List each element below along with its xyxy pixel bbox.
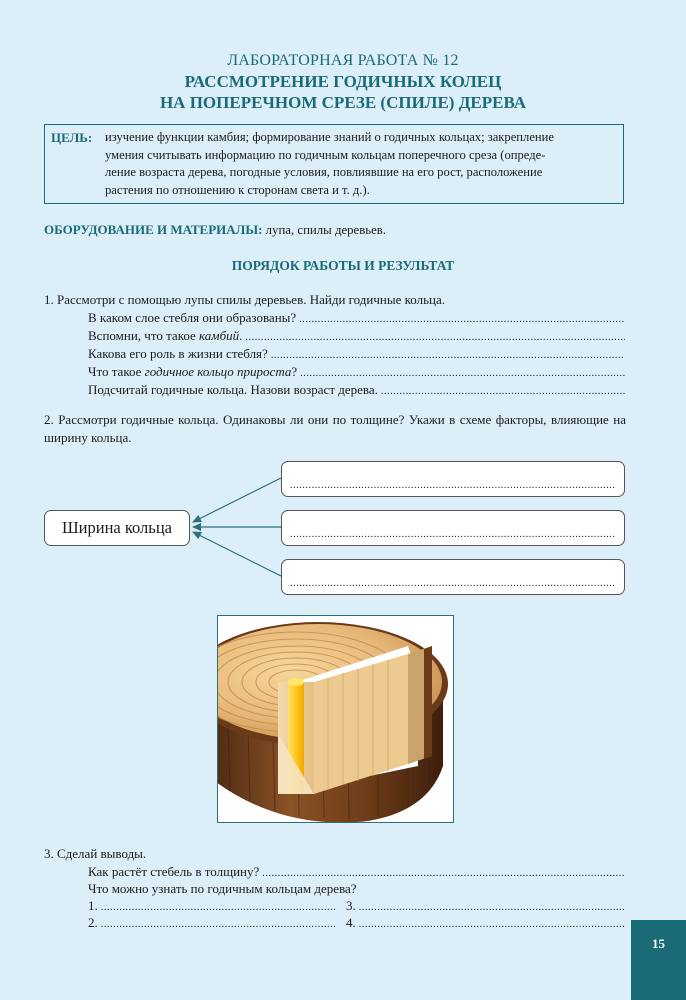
goal-label: ЦЕЛЬ: [51,130,93,145]
answer-dotted-line[interactable] [290,578,616,594]
equipment [44,222,386,238]
answer-number: 1. [88,898,98,913]
task3-question: Что можно узнать по годичным кольцам дерева? [88,881,357,896]
task1-question: Подсчитай годичные кольца. Назови возраст дерева. [88,382,378,397]
task1-question-row[interactable] [88,364,625,380]
conclusion-answer-row[interactable] [88,915,336,931]
task1-question: Какова его роль в жизни стебля? [88,346,268,361]
task1-question: В каком слое стебля они образованы? [88,310,297,325]
task1-intro: 1. Рассмотри с помощью лупы спилы деревьев. Найди годичные кольца. [44,292,445,307]
answer-dotted-line[interactable] [300,368,625,379]
answer-dotted-line[interactable] [271,350,625,361]
task1-question: Вспомни, что такое камбий. [88,328,243,343]
answer-dotted-line[interactable] [290,529,616,545]
equipment-label: ОБОРУДОВАНИЕ И МАТЕРИАЛЫ: [44,222,263,237]
conclusion-answer-row[interactable] [346,915,625,931]
goal-line: умения считывать информацию по годичным кольцам поперечного среза (опреде- [105,147,546,162]
factor-answer-box[interactable] [281,510,625,546]
lab-title-line1: РАССМОТРЕНИЕ ГОДИЧНЫХ КОЛЕЦ [184,72,502,91]
arrow-bottom [193,532,281,576]
answer-dotted-line[interactable] [359,902,625,913]
equipment-text: лупа, спилы деревьев. [265,223,387,237]
task3-question-row[interactable] [88,864,625,880]
lab-number: ЛАБОРАТОРНАЯ РАБОТА № 12 [227,52,459,69]
conclusion-answer-row[interactable] [346,898,625,914]
page-number: 15 [631,920,686,1000]
task3-question: Как растёт стебель в толщину? [88,864,260,879]
goal-box [44,124,624,204]
goal-text [105,129,619,199]
answer-dotted-line[interactable] [262,868,625,879]
answer-dotted-line[interactable] [359,919,625,930]
goal-line: ление возраста дерева, погодные условия, повлиявшие на его рост, расположение [105,165,543,179]
goal-line: растения по отношению к сторонам света и т. д.). [105,182,370,197]
task2-text: 2. Рассмотри годичные кольца. Одинаковы ли они по толщине? Укажи в схеме факторы, влияющие на ширину кольца. [44,412,626,445]
answer-dotted-line[interactable] [290,480,616,496]
arrow-top [193,478,281,522]
tree-cross-section-image [217,615,454,823]
answer-dotted-line[interactable] [245,332,625,343]
answer-dotted-line[interactable] [101,919,336,930]
procedure-heading: ПОРЯДОК РАБОТЫ И РЕЗУЛЬТАТ [231,258,455,273]
task1-question-row[interactable] [88,346,625,362]
answer-number: 2. [88,915,98,930]
answer-dotted-line[interactable] [381,386,625,397]
factor-answer-box[interactable] [281,461,625,497]
tree-cross-section-drawing [218,616,453,822]
answer-number: 3. [346,898,356,913]
factor-answer-box[interactable] [281,559,625,595]
task1-question-row[interactable] [88,310,625,326]
task1-question-row[interactable] [88,382,625,398]
answer-dotted-line[interactable] [101,902,336,913]
term-annual-ring: годичное кольцо прироста [144,364,292,379]
conclusion-answer-row[interactable] [88,898,336,914]
lab-title-line2: НА ПОПЕРЕЧНОМ СРЕЗЕ (СПИЛЕ) ДЕРЕВА [159,93,527,112]
ring-width-box: Ширина кольца [44,510,190,546]
task1-question-row[interactable] [88,328,625,344]
goal-line: изучение функции камбия; формирование знаний о годичных кольцах; закрепление [105,130,554,144]
task3-intro: 3. Сделай выводы. [44,846,147,861]
task1-question: Что такое годичное кольцо прироста? [88,364,298,379]
answer-dotted-line[interactable] [299,314,625,325]
answer-number: 4. [346,915,356,930]
term-cambium: камбий [199,328,240,343]
